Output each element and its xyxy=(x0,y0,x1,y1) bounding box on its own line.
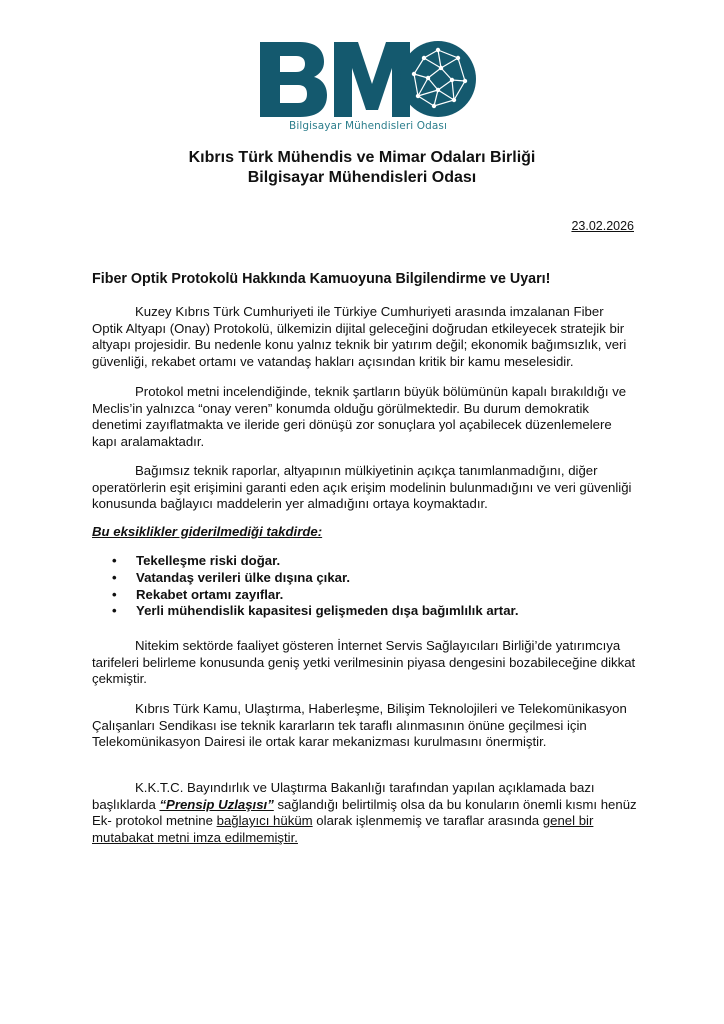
paragraph-2-text: Protokol metni incelendiğinde, teknik şartların büyük bölümünün kapalı bırakıldığı ve Meclis’in yalnızca “onay veren” konumda olduğu görülmektedir. Bu durum demokratik denetimi zayıflatmakta ve ileride geri dönüşü zor sonuçlara yol açabilecek düzenlemelere kapı aralamaktadır. xyxy=(92,384,627,449)
bmo-logo xyxy=(258,38,478,138)
paragraph-6-part3: olarak işlenmemiş ve taraflar arasında xyxy=(312,813,543,829)
organization-header xyxy=(0,148,724,188)
paragraph-4-text: Nitekim sektörde faaliyet gösteren İnternet Servis Sağlayıcıları Birliği’de yatırımcıya tarifeleri belirleme konusunda geniş yetki verilmesinin piyasa dengesini bozabileceğine dikkat çekmiştir. xyxy=(92,638,636,687)
paragraph-5 xyxy=(92,701,637,751)
list-item: • Tekelleşme riski doğar. xyxy=(92,553,519,570)
paragraph-1 xyxy=(92,304,637,370)
logo-letter-b xyxy=(260,42,327,117)
list-item: • Vatandaş verileri ülke dışına çıkar. xyxy=(92,570,519,587)
paragraph-6-part2: sağlandığı belirtilmiş olsa da bu konuların önemli kısmı henüz Ek- protokol metnine xyxy=(92,796,637,829)
document-date: 23.02.2026 xyxy=(571,219,634,233)
list-item: • Yerli mühendislik kapasitesi gelişmeden dışa bağımlılık artar. xyxy=(92,603,519,620)
paragraph-4 xyxy=(92,638,637,688)
prensip-uzlasisi-emphasis: “Prensip Uzlaşısı” xyxy=(159,796,274,812)
paragraph-6 xyxy=(92,780,637,846)
paragraph-2 xyxy=(92,384,637,450)
consequence-list xyxy=(92,553,519,620)
mutabakat-underline: genel bir mutabakat metni imza edilmemiştir. xyxy=(92,813,594,845)
org-name-line1: Kıbrıs Türk Mühendis ve Mimar Odaları Birliği xyxy=(188,149,536,166)
paragraph-3-text: Bağımsız teknik raporlar, altyapının mülkiyetinin açıkça tanımlanmadığını, diğer operatörlerin eşit erişimini garanti eden açık erişim modelinin bulunmadığını ve veri güvenliği konusunda bağlayıcı maddelerin yer almadığını ortaya koymaktadır. xyxy=(92,463,632,512)
document-title: Fiber Optik Protokolü Hakkında Kamuoyuna Bilgilendirme ve Uyarı! xyxy=(92,271,551,287)
logo-letter-m xyxy=(334,42,410,117)
paragraph-5-text: Kıbrıs Türk Kamu, Ulaştırma, Haberleşme, Bilişim Teknolojileri ve Telekomünikasyon Çalışanları Sendikası ise teknik kararların tek taraflı alınmasının önüne geçilmesi için Telekomünikasyon Dairesi ile ortak karar mekanizması kurulmasını önermiştir. xyxy=(92,701,627,750)
paragraph-6-part1: K.K.T.C. Bayındırlık ve Ulaştırma Bakanlığı tarafından yapılan açıklamada bazı başlıklarda xyxy=(92,780,595,812)
paragraph-3 xyxy=(92,463,637,513)
org-name-line2: Bilgisayar Mühendisleri Odası xyxy=(247,169,477,186)
logo-subtitle: Bilgisayar Mühendisleri Odası xyxy=(289,120,447,132)
warning-heading: Bu eksiklikler giderilmediği takdirde: xyxy=(92,524,323,539)
paragraph-1-text: Kuzey Kıbrıs Türk Cumhuriyeti ile Türkiye Cumhuriyeti arasında imzalanan Fiber Optik Altyapı (Onay) Protokolü, ülkemizin dijital geleceğini doğrudan etkileyecek stratejik bir altyapı projesidir. Bu nedenle konu yalnız teknik bir yatırım değil; ekonomik bağımsızlık, veri güvenliği, rekabet ortamı ve vatandaş hakları açısından kritik bir kamu meselesidir. xyxy=(92,304,627,369)
baglayici-hukum-underline: bağlayıcı hüküm xyxy=(216,813,313,829)
bmo-logo-mark xyxy=(258,38,478,120)
list-item: • Rekabet ortamı zayıflar. xyxy=(92,587,519,604)
